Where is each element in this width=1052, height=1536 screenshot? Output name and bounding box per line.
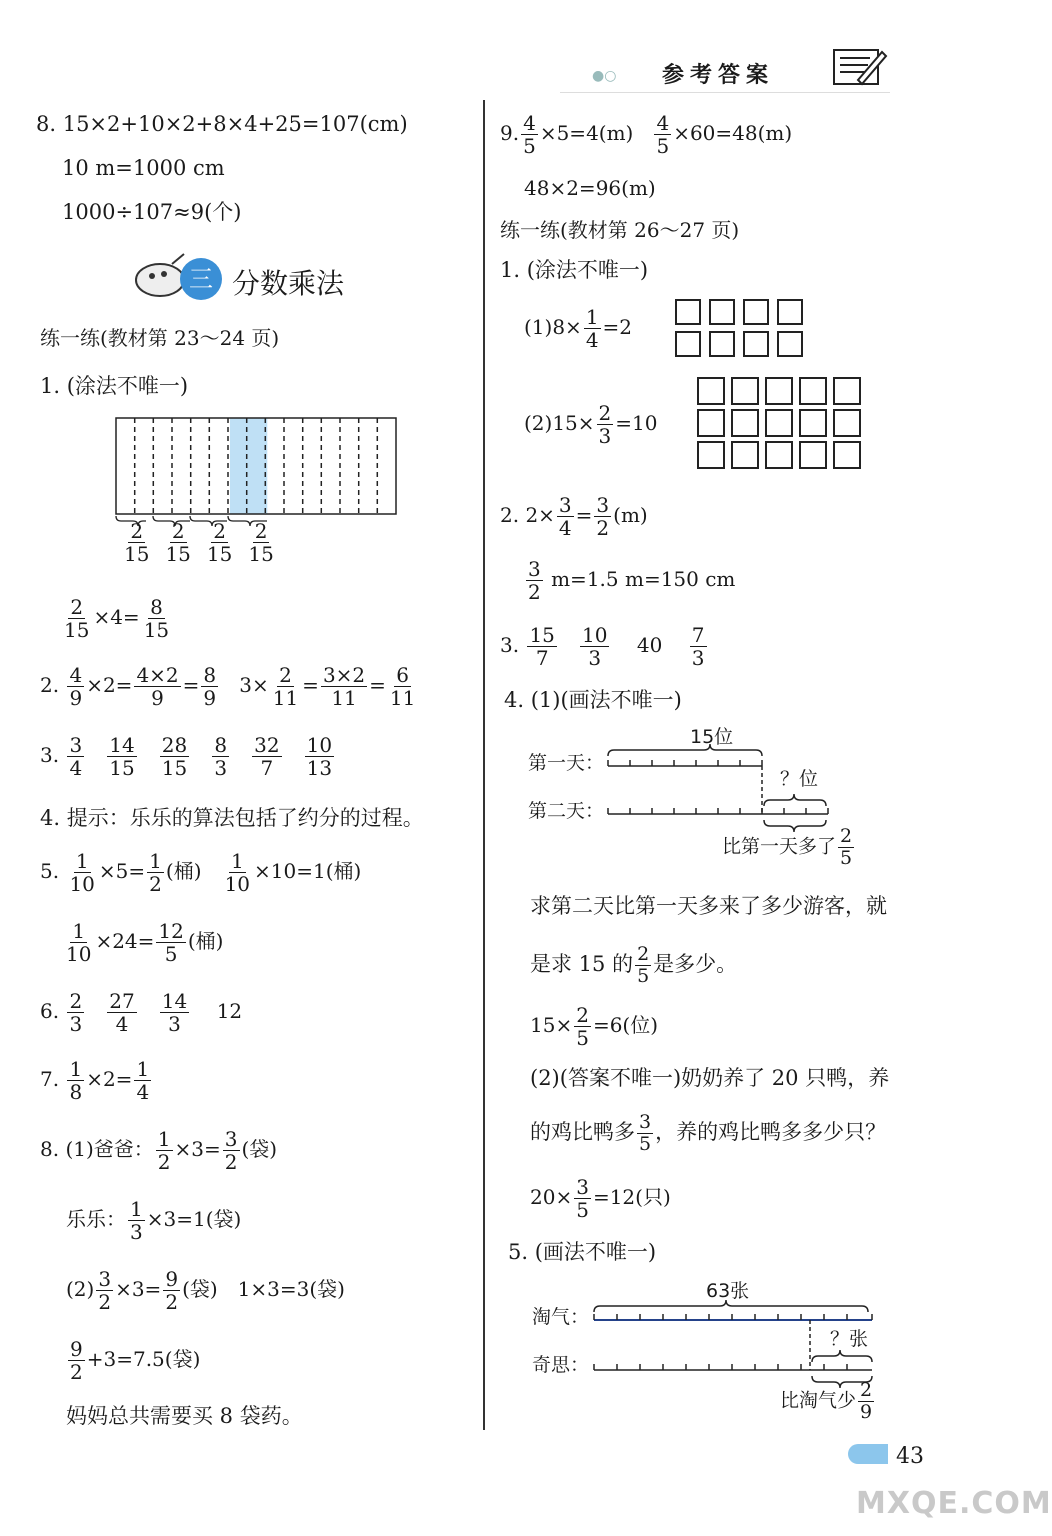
column-divider — [483, 100, 485, 1430]
r4-label: 4. (1)(画法不唯一) — [504, 688, 682, 712]
practice-title-right: 练一练(教材第 26～27 页) — [500, 218, 740, 242]
q9-line2: 48×2=96(m) — [524, 176, 656, 200]
r5-top-label: 63张 — [706, 1280, 750, 1302]
q8-line1: 8. 15×2+10×2+8×4+25=107(cm) — [36, 112, 408, 136]
section-title: 分数乘法 — [232, 267, 345, 300]
section-number: 三 — [189, 265, 213, 293]
r4-text1: 求第二天比第一天多来了多少游客，就 — [530, 894, 887, 918]
r5-q-brace — [812, 1350, 872, 1362]
brace-frac-4: $\frac{2}{15}$ — [248, 519, 274, 566]
p6-line: 6. $\frac{2}{3}$ $\frac{27}{4}$ $\frac{14}{3}$ 12 — [40, 989, 243, 1036]
r5-diagram-note: 比淘气少 $\frac{2}{9}$ — [780, 1379, 873, 1423]
page-header-title: 参考答案 — [662, 63, 775, 88]
r5-row1-label: 淘气： — [532, 1306, 590, 1328]
p4-text: 4. 提示：乐乐的算法包括了约分的过程。 — [40, 806, 424, 830]
q9-line1: 9. $\frac{4}{5}$ ×5=4(m) $\frac{4}{5}$ ×60=48(m) — [500, 111, 793, 158]
brace-frac-1: $\frac{2}{15}$ — [124, 519, 150, 566]
section-number-badge — [180, 258, 222, 300]
watermark-text: MXQE.COM — [856, 1486, 1052, 1521]
r4-text2: 是求 15 的 $\frac{2}{5}$ 是多少。 — [530, 943, 738, 987]
brace-frac-3: $\frac{2}{15}$ — [206, 519, 233, 566]
r4-top-label: 15位 — [690, 726, 734, 748]
r4-part2-line1: (2)(答案不唯一)奶奶养了 20 只鸭，养 — [530, 1066, 890, 1090]
shaded-strip — [230, 418, 267, 514]
squares-grid-2 — [694, 374, 866, 474]
r3-line: 3. $\frac{15}{7}$ $\frac{10}{3}$ 40 $\frac{7}{3}$ — [500, 623, 705, 670]
r4-q-label: ？位 — [780, 768, 819, 790]
r4-bar-diagram — [600, 740, 840, 840]
q8-line2: 10 m=1000 cm — [62, 156, 225, 180]
p5-line1: 5. $\frac{1}{10}$ ×5= $\frac{1}{2}$ (桶) $\frac{1}{10}$ ×10=1(桶) — [40, 849, 362, 896]
page-number-tab — [848, 1444, 888, 1464]
r5-q-label: ？张 — [830, 1328, 869, 1350]
brace-frac-2: $\frac{2}{15}$ — [165, 519, 191, 566]
r4-diagram-note: 比第一天多了 $\frac{2}{5}$ — [722, 825, 853, 869]
r4-top-brace — [608, 744, 762, 756]
r4-part2-line3: 20× $\frac{3}{5}$ =12(只) — [530, 1175, 671, 1222]
r4-row2-label: 第二天： — [528, 800, 605, 822]
p2-line: 2. $\frac{4}{9}$ ×2= $\frac{4\times 2}{9}$ = $\frac{8}{9}$ 3× $\frac{2}{11}$ = $\frac{3\times 2}{11}$ = $\frac{6}{11}$ — [40, 663, 416, 710]
r2-line1: 2. 2× $\frac{3}{4}$ = $\frac{3}{2}$ (m) — [500, 493, 648, 540]
r4-q-brace — [764, 794, 826, 806]
p8-line4: $\frac{9}{2}$ +3=7.5(袋) — [70, 1337, 201, 1384]
practice-title-left: 练一练(教材第 23～24 页) — [40, 326, 280, 350]
r5-row2-label: 奇思： — [532, 1354, 590, 1376]
r4-row1-label: 第一天： — [528, 752, 605, 774]
r5-label: 5. (画法不唯一) — [508, 1240, 657, 1264]
p8-line3: (2) $\frac{3}{2}$ ×3= $\frac{9}{2}$ (袋) 1×3=3(袋) — [66, 1267, 345, 1314]
brace-frac-row — [120, 520, 278, 565]
header-dots: ●○ — [592, 68, 617, 84]
r1b-line: (2)15× $\frac{2}{3}$ =10 — [524, 401, 658, 448]
p8-line2: 乐乐： $\frac{1}{3}$ ×3=1(袋) — [66, 1197, 242, 1244]
p5-line2: $\frac{1}{10}$ ×24= $\frac{12}{5}$ (桶) — [66, 919, 224, 966]
p8-line5: 妈妈总共需要买 8 袋药。 — [66, 1404, 303, 1428]
r5-top-brace — [594, 1300, 868, 1312]
p8-line1: 8. (1)爸爸： $\frac{1}{2}$ ×3= $\frac{3}{2}$ (袋) — [40, 1127, 278, 1174]
header-rule — [560, 92, 890, 93]
notebook-pencil-icon — [828, 44, 890, 90]
r4-calc: 15× $\frac{2}{5}$ =6(位) — [530, 1003, 659, 1050]
r1-label: 1. (涂法不唯一) — [500, 258, 649, 282]
page-number: 43 — [896, 1444, 924, 1469]
r4-part2-line2: 的鸡比鸭多 $\frac{3}{5}$ ，养的鸡比鸭多多少只？ — [530, 1111, 887, 1155]
q8-line3: 1000÷107≈9(个) — [62, 200, 242, 224]
r2-line2: $\frac{3}{2}$ m=1.5 m=150 cm — [528, 557, 736, 604]
r5-bar-diagram — [586, 1294, 886, 1394]
p3-line: 3. $\frac{3}{4}$ $\frac{14}{15}$ $\frac{28}{15}$ $\frac{8}{3}$ $\frac{32}{7}$ $\frac{10}{13}$ — [40, 733, 333, 780]
p1-label: 1. (涂法不唯一) — [40, 374, 189, 398]
p1-equation: $\frac{2}{15}$ ×4= $\frac{8}{15}$ — [64, 595, 170, 642]
p7-line: 7. $\frac{1}{8}$ ×2= $\frac{1}{4}$ — [40, 1057, 150, 1104]
squares-grid-1 — [672, 296, 812, 360]
r1a-line: (1)8× $\frac{1}{4}$ =2 — [524, 305, 633, 352]
